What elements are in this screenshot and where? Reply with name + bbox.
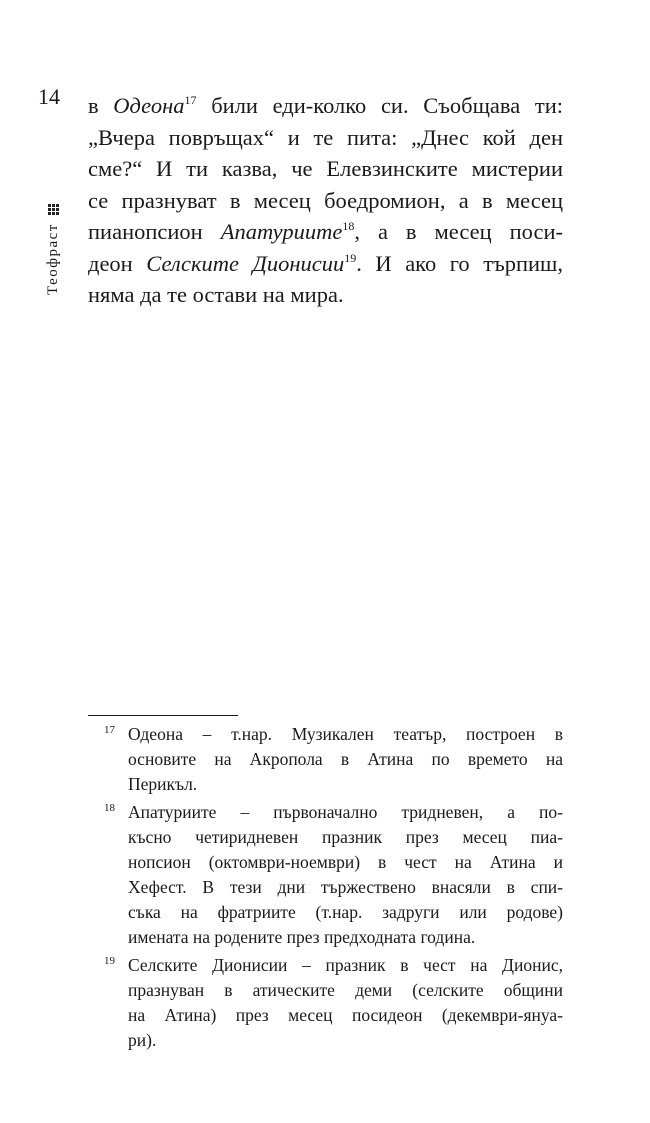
body-line: сме?“ И ти казва, че Елевзинските мистерии (88, 156, 563, 181)
body-line: пианопсион Апатуриите$^{18}$, а в месец поси- (88, 219, 563, 244)
inline-italic: Селските Дионисии (146, 250, 345, 276)
footnote-line: Перикъл. (128, 774, 198, 794)
page-number: 14 (38, 84, 60, 109)
inline-italic: Апатуриите (220, 219, 343, 244)
footnote-19 (88, 953, 563, 1053)
footnote-line: нопсион (октомври-ноември) в чест на Атина и (128, 852, 563, 872)
running-head-title: Теофраст (44, 223, 61, 295)
body-text (88, 90, 563, 311)
footnote-number: 17 (104, 724, 115, 736)
body-line: деон Селските Дионисии$^{19}$. И ако го търпиш, (88, 250, 563, 276)
footnotes (88, 722, 563, 1053)
footnote-line: основите на Акропола в Атина по времето на (128, 749, 563, 769)
footnote-17 (88, 722, 563, 797)
footnote-line: празнуван в атическите деми (селските общини (128, 980, 563, 1000)
inline-italic: Одеона (113, 93, 185, 118)
footnote-line: на Атина) през месец посидеон (декември-януа- (128, 1005, 563, 1025)
body-line: в Одеона$^{17}$ били еди-колко си. Съобщава ти: (88, 93, 563, 118)
body-line: няма да те остави на мира. (88, 282, 344, 307)
body-line: „Вчера повръщах“ и те пита: „Днес кой ден (88, 124, 563, 150)
footnote-divider (88, 715, 238, 716)
footnote-line: Селските Дионисии – празник в чест на Дионис, (128, 955, 563, 975)
footnote-line: Одеона – т.нар. Музикален театър, построен в (128, 724, 563, 744)
footnote-ref: 17 (184, 93, 197, 107)
body-line: се празнуват в месец боедромион, а в месец (88, 187, 563, 213)
footnote-line: съка на фратриите (т.нар. задруги или родове) (128, 902, 563, 922)
footnote-line: Апатуриите – първоначално тридневен, а по- (128, 802, 563, 822)
footnote-number: 19 (104, 955, 115, 967)
footnote-line: ри). (128, 1030, 157, 1050)
running-head (42, 155, 64, 295)
footnote-18 (88, 800, 563, 950)
footnote-line: късно четиридневен празник през месец пиа- (128, 827, 563, 847)
footnote-number: 18 (104, 802, 115, 814)
footnote-ref: 19 (344, 250, 357, 265)
ornament-icon (48, 204, 59, 215)
footnote-line: имената на родените през предходната година. (128, 927, 476, 947)
footnote-line: Хефест. В тези дни тържествено внасяли в спи- (128, 877, 563, 897)
footnote-ref: 18 (342, 219, 355, 233)
